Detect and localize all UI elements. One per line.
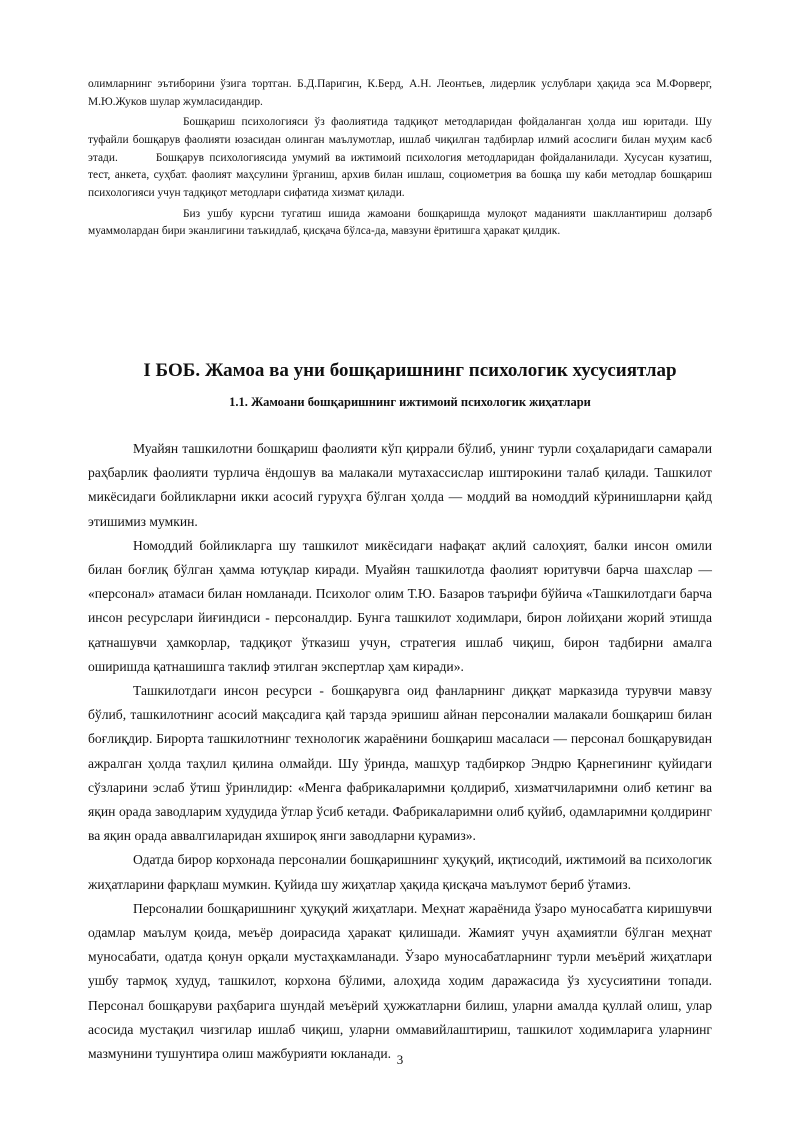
section-title: 1.1. Жамоани бошқаришнинг ижтимоий психологик жиҳатлари (229, 395, 591, 409)
intro-paragraph-1: олимларнинг эътиборини ўзига тортган. Б.Д.Паригин, К.Берд, А.Н. Леонтьев, лидерлик услублари ҳақида эса М.Форверг, М.Ю.Жуков шулар жумласидандир. (88, 78, 712, 108)
body-paragraph: Муайян ташкилотни бошқариш фаолияти кўп қиррали бўлиб, унинг турли соҳаларидаги самарали раҳбарлик фаолияти турлича ёндошув ва малакали мутахассислар иштирокини талаб қилади. Ташкилот микёсидаги бойликларни икки асосий гуруҳга бўлган ҳолда — моддий ва номоддий кўринишларни қайд этишимиз мумкин. (88, 441, 712, 529)
intro-paragraph-2a: Бошқариш психологияси ўз фаолиятида тадқиқот методларидан фойдаланган ҳолда иш юритади. Шу туфайли бошқарув фаолияти юзасидан олинган маълумотлар, ишлаб чиқилган тадбирлар илмий асослиги билан муҳим касб этади. (88, 116, 712, 164)
intro-paragraph-2 (88, 114, 712, 202)
body-text (88, 437, 712, 1066)
page-number: 3 (396, 1052, 404, 1067)
body-paragraph: Ташкилотдаги инсон ресурси - бошқарувга оид фанларнинг диққат марказида турувчи мавзу бўлиб, ташкилотнинг асосий мақсадига қай тарзда эришиш айнан персоналии малакали бошқариш билан боғлиқдир. Бироpта ташкилотнинг технологик жараёнини бошқариш масаласи — персонал бошқарувидан ажралган ҳолда таҳлил қилина олмайди. Шу ўринда, машҳур тадбиркор Эндрю Қарнегининг қуйидаги сўзларини эслаб ўтиш ўринлидир: «Менга фабрикаларимни қолдириб, хизматчиларимни олиб кетинг ва яқин орада заводларим худудида ўтлар ўсиб кетади. Фабрикаларимни олиб қуйиб, одамларимни қолдиринг ва яқин орада аввалгиларидан яхшироқ янги заводларни қурамиз». (88, 683, 712, 844)
body-paragraph: Номоддий бойликларга шу ташкилот микёсидаги нафақат ақлий салоҳият, балки инсон омили билан боғлиқ бўлган ҳамма ютуқлар киради. Муайян ташкилотда фаолият юритувчи барча шахслар — «персонал» атамаси билан номланади. Психолог олим Т.Ю. Базаров таърифи бўйича «Ташкилотдаги барча инсон ресурслари йиғиндиси - персоналдир. Бунга ташкилот ходимлари, бирон лойиҳани жорий этишда қатнашувчи ҳамкорлар, тадқиқот ўтказиш учун, стратегия ишлаб чиқиш, бирон тадбирни амалга оширишда қатнашишга таклиф этилган экспертлар ҳам киради». (88, 537, 712, 674)
intro-block (88, 76, 712, 241)
intro-paragraph-3: Биз ушбу курсни тугатиш ишида жамоани бошқаришда мулоқот маданияти шакллантириш долзарб муаммолардан бири эканлигини таъкидлаб, қисқача бўлса-да, мавзуни ёритишга ҳаракат қилдик. (88, 207, 712, 238)
body-paragraph: Одатда бирор корхонада персоналии бошқаришнинг ҳуқуқий, иқтисодий, ижтимоий ва психологик жиҳатларини фарқлаш мумкин. Қуйида шу жиҳатлар ҳақида қисқача маълумот бериб ўтамиз. (88, 852, 712, 892)
body-paragraph: Персоналии бошқаришнинг ҳуқуқий жиҳатлари. Меҳнат жараёнида ўзаро муносабатга киришувчи одамлар маълум қоида, меъёр доирасида ҳаракат қилишади. Жамият учун аҳамиятли бўлган меҳнат муносабати, одатда қонун орқали мустаҳкамланади. Ўзаро муносабатларнинг турли меъёрий жиҳатлари ушбу тармоқ худуд, ташкилот, корхона бўлими, алоҳида ходим даражасида ўз хусусиятини топади. Персонал бошқаруви раҳбарига шундай меъёрий ҳужжатларни билиш, уларни амалда қуллай олиш, улар асосида мустақил чизгилар ишлаб чиқиш, уларни оммавийлаштириш, ташкилот ходимларига уларнинг мазмунини тушунтира олиш мажбурияти юкланади. (88, 900, 712, 1062)
chapter-title: I БОБ. Жамоа ва уни бошқаришнинг психологик хусусиятлар (143, 360, 677, 381)
intro-paragraph-2b: Бошқарув психологиясида умумий ва ижтимоий психология методларидан фойдаланилади. Хусусан кузатиш, тест, анкета, суҳбат. фаолият маҳсулини ўрганиш, архив билан ишлаш, социометрия ва бошқа шу каби методлар бошқариш психологияси учун тадқиқот методлари сифатида хизмат қилади. (88, 151, 712, 200)
